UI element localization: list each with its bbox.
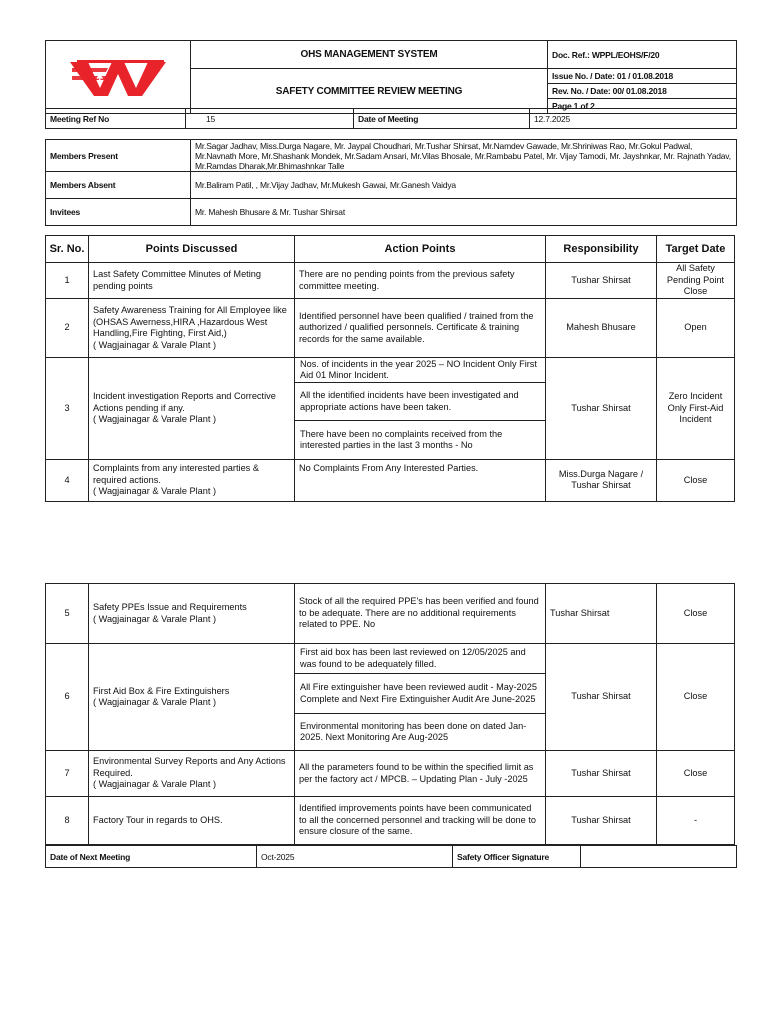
meeting-info — [45, 108, 737, 129]
table-row — [46, 797, 735, 845]
members-absent-label: Members Absent — [46, 172, 191, 199]
row-sr: 2 — [46, 299, 89, 358]
points-table — [45, 235, 735, 502]
table-row — [46, 644, 735, 751]
document-header — [45, 40, 737, 114]
row-target: Close — [657, 644, 735, 751]
row-sr: 5 — [46, 584, 89, 644]
doc-title: SAFETY COMMITTEE REVIEW MEETING — [191, 69, 548, 114]
col-action-points: Action Points — [295, 236, 546, 263]
row-action: Stock of all the required PPE's has been verified and found to be adequate. There are no additional requirements related to PPE. No — [295, 584, 546, 644]
row-sr: 1 — [46, 263, 89, 299]
row-action: All the identified incidents have been investigated and appropriate actions have been taken. — [295, 383, 545, 421]
rev-no: Rev. No. / Date: 00/ 01.08.2018 — [548, 84, 736, 99]
invitees-label: Invitees — [46, 199, 191, 226]
row-responsibility: Mahesh Bhusare — [546, 299, 657, 358]
issue-no: Issue No. / Date: 01 / 01.08.2018 — [548, 69, 736, 84]
signature-value — [581, 846, 737, 868]
row-point: Safety Awareness Training for All Employee like (OHSAS Awerness,HIRA ,Hazardous West Handling,Fire Fighting, First Aid,) ( Wagjainagar & Varale Plant ) — [89, 299, 295, 358]
table-row — [46, 299, 735, 358]
row-target: Close — [657, 584, 735, 644]
doc-ref: Doc. Ref.: WPPL/EOHS/F/20 — [548, 41, 737, 69]
row-responsibility: Tushar Shirsat — [546, 263, 657, 299]
row-action: Identified personnel have been qualified / trained from the authorized / qualified personnels. Certificate & training records for the same available. — [295, 299, 546, 358]
row-responsibility: Tushar Shirsat — [546, 751, 657, 797]
members-absent-value: Mr.Baliram Patil, , Mr.Vijay Jadhav, Mr.Mukesh Gawai, Mr.Ganesh Vaidya — [191, 172, 737, 199]
row-target: Close — [657, 751, 735, 797]
meeting-ref-label: Meeting Ref No — [46, 109, 186, 129]
row-action: All Fire extinguisher have been reviewed audit - May-2025 Complete and Next Fire Extinguisher Audit Are June-2025 — [295, 674, 545, 714]
row-responsibility: Tushar Shirsat — [546, 797, 657, 845]
table-row — [46, 584, 735, 644]
row-point: Factory Tour in regards to OHS. — [89, 797, 295, 845]
points-table-continued — [45, 583, 735, 845]
row-action: There are no pending points from the previous safety committee meeting. — [295, 263, 546, 299]
row-responsibility: Miss.Durga Nagare / Tushar Shirsat — [546, 460, 657, 502]
row-action: All the parameters found to be within the specified limit as per the factory act / MPCB. – Updating Plan - July -2025 — [295, 751, 546, 797]
row-point: Incident investigation Reports and Corrective Actions pending if any. ( Wagjainagar & Varale Plant ) — [89, 358, 295, 460]
col-points-discussed: Points Discussed — [89, 236, 295, 263]
next-meeting-label: Date of Next Meeting — [46, 846, 257, 868]
row-sr: 4 — [46, 460, 89, 502]
table-row — [46, 263, 735, 299]
members-table — [45, 139, 737, 226]
system-title: OHS MANAGEMENT SYSTEM — [191, 41, 548, 69]
row-action: Identified improvements points have been communicated to all the concerned personnel and tracking will be done to ensure closure of the same. — [295, 797, 546, 845]
row-point: Safety PPEs Issue and Requirements ( Wagjainagar & Varale Plant ) — [89, 584, 295, 644]
signature-label: Safety Officer Signature — [453, 846, 581, 868]
row-target: All Safety Pending Point Close — [657, 263, 735, 299]
invitees-value: Mr. Mahesh Bhusare & Mr. Tushar Shirsat — [191, 199, 737, 226]
row-target: Open — [657, 299, 735, 358]
members-present-value: Mr.Sagar Jadhav, Miss.Durga Nagare, Mr. Jaypal Choudhari, Mr.Tushar Shirsat, Mr.Namdev Gawade, Mr.Shriniwas Rao, Mr.Gokul Padwal, Mr.Navnath More, Mr.Shashank Mondek, Mr.Sadam Ansari, Mr.Vilas Bhosale, Mr.Rambabu Patel, Mr. Vijay Tamodi, Mr. Jayshnkar, Mr. Rajnath Yadav, Mr.Ramdas Dharak,Mr.Bhimashnkar Talle — [191, 140, 737, 172]
row-target: Close — [657, 460, 735, 502]
table-row — [46, 460, 735, 502]
col-responsibility: Responsibility — [546, 236, 657, 263]
row-action: Nos. of incidents in the year 2025 – NO Incident Only First Aid 01 Minor Incident. — [295, 358, 545, 383]
col-sr-no: Sr. No. — [46, 236, 89, 263]
row-responsibility: Tushar Shirsat — [546, 584, 657, 644]
row-point: Environmental Survey Reports and Any Actions Required. ( Wagjainagar & Varale Plant ) — [89, 751, 295, 797]
row-target: Zero Incident Only First-Aid Incident — [657, 358, 735, 460]
meeting-date-value: 12.7.2025 — [530, 109, 737, 129]
company-logo-cell — [46, 41, 191, 114]
row-sr: 6 — [46, 644, 89, 751]
row-point: Last Safety Committee Minutes of Meting pending points — [89, 263, 295, 299]
row-point: Complaints from any interested parties & required actions. ( Wagjainagar & Varale Plant ) — [89, 460, 295, 502]
row-action: There have been no complaints received from the interested parties in the last 3 months - No — [300, 428, 503, 450]
meeting-date-label: Date of Meeting — [354, 109, 530, 129]
row-action: Environmental monitoring has been done on dated Jan-2025. Next Monitoring Are Aug-2025 — [300, 720, 527, 742]
row-action: No Complaints From Any Interested Parties. — [295, 460, 546, 502]
col-target-date: Target Date — [657, 236, 735, 263]
row-sr: 7 — [46, 751, 89, 797]
row-responsibility: Tushar Shirsat — [546, 644, 657, 751]
row-target: - — [657, 797, 735, 845]
members-present-label: Members Present — [46, 140, 191, 172]
table-row — [46, 751, 735, 797]
row-responsibility: Tushar Shirsat — [546, 358, 657, 460]
next-meeting-value: Oct-2025 — [257, 846, 453, 868]
row-sr: 3 — [46, 358, 89, 460]
row-sr: 8 — [46, 797, 89, 845]
table-row — [46, 358, 735, 460]
row-action: First aid box has been last reviewed on 12/05/2025 and was found to be adequately filled. — [295, 644, 545, 674]
row-point: First Aid Box & Fire Extinguishers ( Wagjainagar & Varale Plant ) — [89, 644, 295, 751]
company-logo-icon — [68, 54, 168, 98]
footer-table — [45, 845, 737, 868]
page-number: Page 1 of 2 — [552, 101, 595, 111]
meeting-ref-value: 15 — [186, 109, 354, 129]
svg-text:✱: ✱ — [96, 73, 104, 83]
